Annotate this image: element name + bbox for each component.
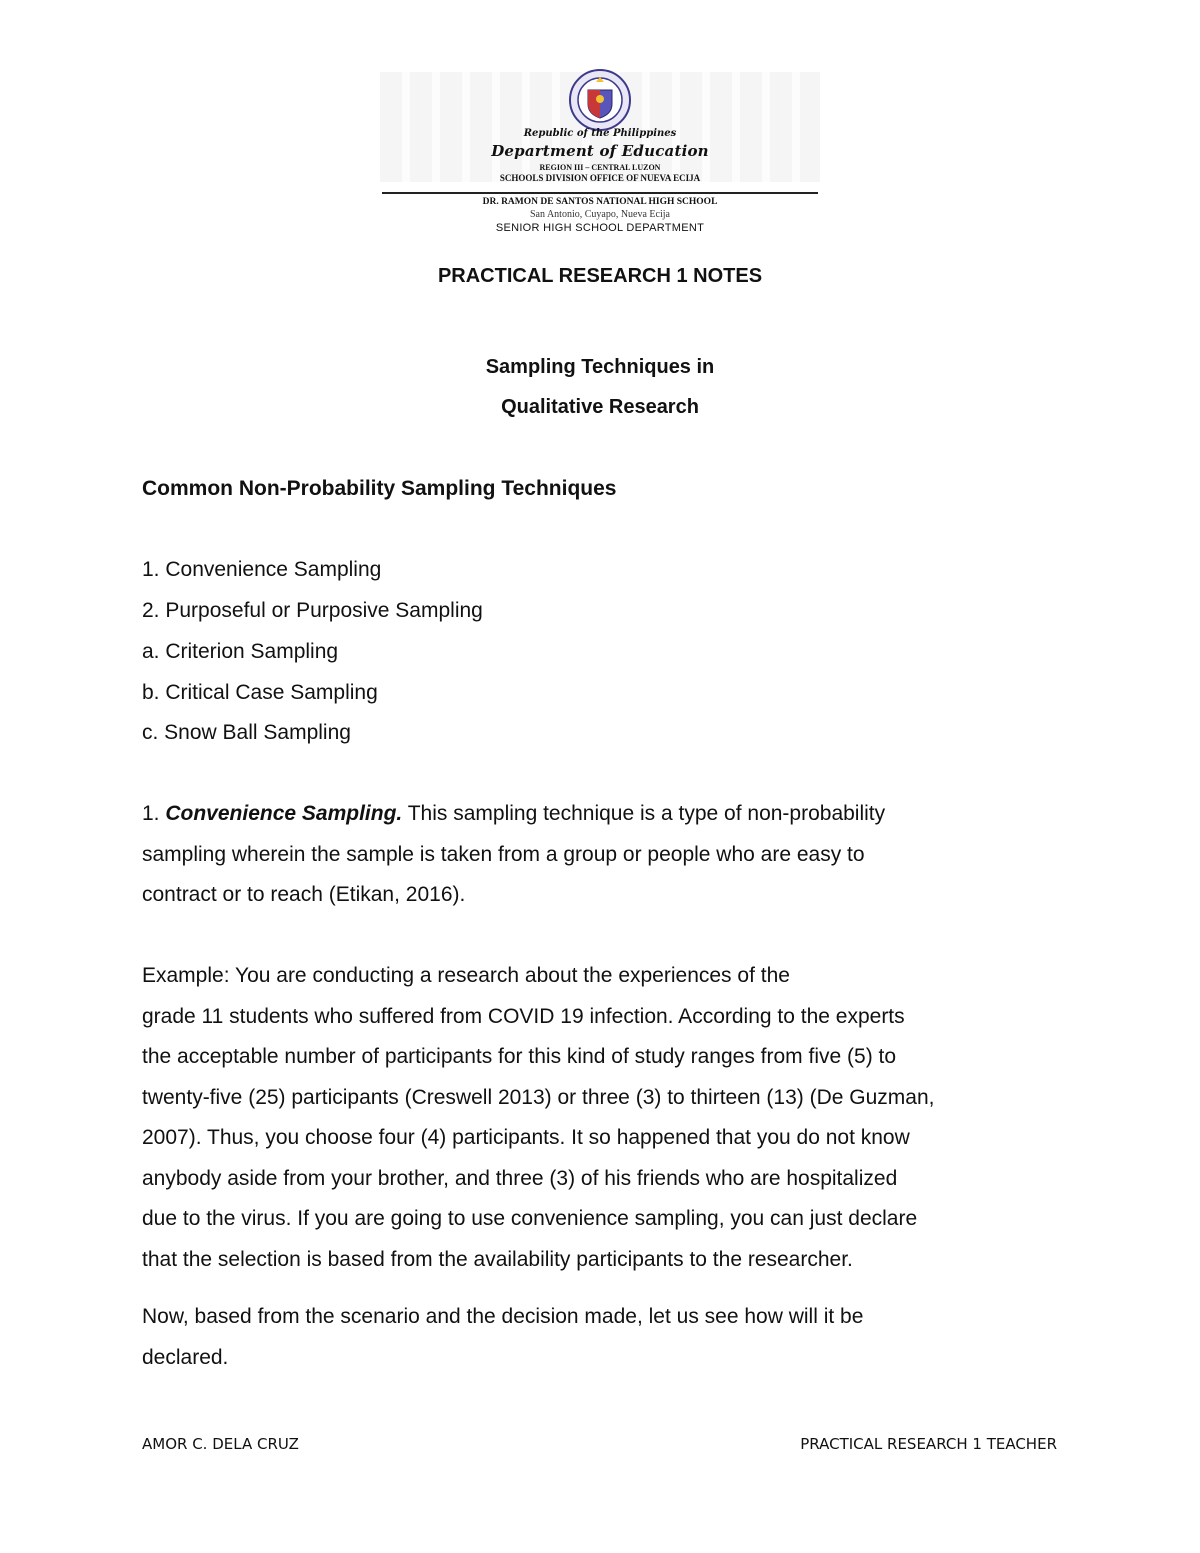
- closing-line: declared.: [142, 1346, 229, 1369]
- closing-line: Now, based from the scenario and the decision made, let us see how will it be: [142, 1305, 864, 1328]
- example-line: twenty-five (25) participants (Creswell 2013) or three (3) to thirteen (13) (De Guzman,: [142, 1086, 935, 1109]
- footer-author: AMOR C. DELA CRUZ: [142, 1435, 299, 1453]
- example-line: Example: You are conducting a research about the experiences of the: [142, 964, 790, 987]
- document-title: PRACTICAL RESEARCH 1 NOTES: [437, 265, 763, 287]
- division-label: SCHOOLS DIVISION OFFICE OF NUEVA ECIJA: [499, 173, 701, 183]
- region-label: REGION III – CENTRAL LUZON: [539, 163, 661, 172]
- definition-line-1: [142, 802, 885, 826]
- school-address: San Antonio, Cuyapo, Nueva Ecija: [530, 209, 670, 220]
- example-line: 2007). Thus, you choose four (4) participants. It so happened that you do not know: [142, 1126, 910, 1149]
- topic-title-line-2: Qualitative Research: [501, 396, 699, 418]
- list-item: 1. Convenience Sampling: [142, 558, 382, 581]
- school-name: DR. RAMON DE SANTOS NATIONAL HIGH SCHOOL: [482, 197, 718, 207]
- department-name: Department of Education: [491, 142, 709, 160]
- list-item: a. Criterion Sampling: [142, 640, 339, 663]
- example-line: anybody aside from your brother, and three (3) of his friends who are hospitalized: [142, 1167, 898, 1190]
- example-line: the acceptable number of participants for this kind of study ranges from five (5) to: [142, 1045, 897, 1068]
- letterhead-divider: [382, 192, 818, 194]
- example-line: that the selection is based from the availability participants to the researcher.: [142, 1248, 853, 1271]
- deped-seal-icon: [568, 68, 632, 132]
- definition-line-2: sampling wherein the sample is taken from a group or people who are easy to: [142, 843, 865, 866]
- republic-label: Republic of the Philippines: [523, 128, 677, 139]
- department-unit: SENIOR HIGH SCHOOL DEPARTMENT: [495, 222, 705, 234]
- section-heading: Common Non-Probability Sampling Techniques: [142, 477, 617, 500]
- letterhead: [380, 64, 820, 244]
- list-item: 2. Purposeful or Purposive Sampling: [142, 599, 483, 622]
- definition-number: 1.: [142, 802, 166, 825]
- definition-line-3: contract or to reach (Etikan, 2016).: [142, 883, 466, 906]
- example-line: due to the virus. If you are going to use convenience sampling, you can just declare: [142, 1207, 918, 1230]
- list-item: b. Critical Case Sampling: [142, 681, 378, 704]
- topic-title-line-1: Sampling Techniques in: [485, 356, 715, 378]
- definition-term: Convenience Sampling.: [165, 802, 403, 825]
- footer-role: PRACTICAL RESEARCH 1 TEACHER: [800, 1435, 1057, 1453]
- list-item: c. Snow Ball Sampling: [142, 721, 351, 744]
- definition-text: This sampling technique is a type of non-probability: [402, 802, 886, 825]
- example-line: grade 11 students who suffered from COVID 19 infection. According to the experts: [142, 1005, 905, 1028]
